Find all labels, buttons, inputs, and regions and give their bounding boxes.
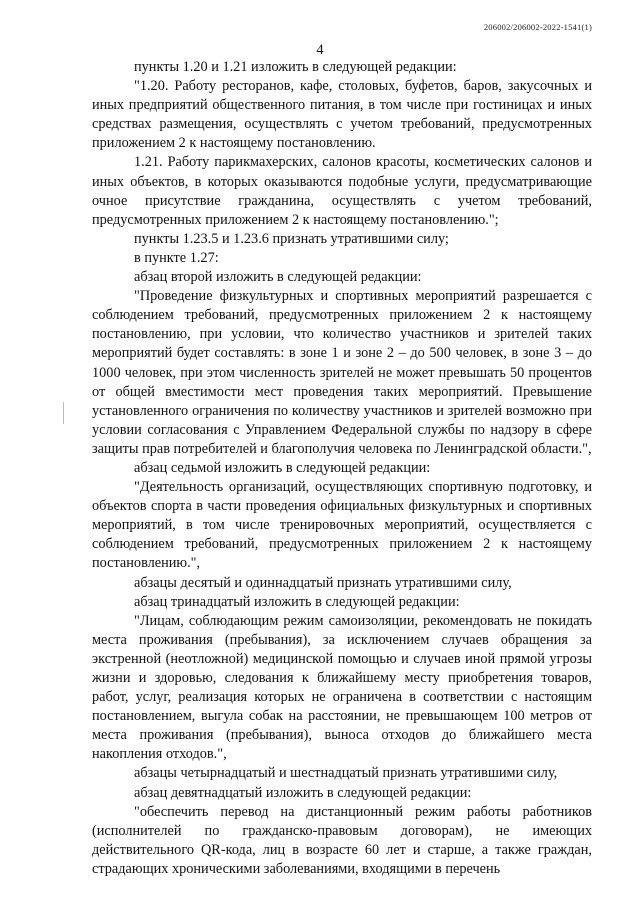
paragraph: абзац второй изложить в следующей редакции: bbox=[134, 269, 422, 286]
paragraph: абзац девятнадцатый изложить в следующей редакции: bbox=[134, 784, 472, 801]
paragraph: абзацы десятый и одиннадцатый признать утратившими силу, bbox=[134, 574, 512, 591]
document-body bbox=[92, 58, 592, 879]
page-number: 4 bbox=[316, 42, 324, 58]
margin-mark bbox=[63, 402, 64, 424]
paragraph: "обеспечить перевод на дистанционный режим работы работников (исполнителей по гражданско-правовым договорам), не имеющих действительного QR-кода, лиц в возрасте 60 лет и старше, а также граждан, страдающих хроническими заболеваниями, входящими в перечень bbox=[92, 803, 592, 877]
paragraph: "Лицам, соблюдающим режим самоизоляции, рекомендовать не покидать места проживания (пребывания), за исключением случаев обращения за экстренной (неотложной) медицинской помощью и случаев иной прямой угрозы жизни и здоровью, следования к ближайшему месту приобретения товаров, работ, услуг, реализация которых не ограничена в соответствии с настоящим постановлением, выгула собак на расстоянии, не превышающем 100 метров от места проживания (пребывания), выноса отходов до ближайшего места накопления отходов.", bbox=[92, 612, 592, 763]
paragraph: "1.20. Работу ресторанов, кафе, столовых, буфетов, баров, закусочных и иных предприятий общественного питания, в том числе при гостиницах и иных средствах размещения, осуществлять с учетом требований, предусмотренных приложением 2 к настоящему постановлению. bbox=[92, 78, 592, 152]
paragraph: пункты 1.20 и 1.21 изложить в следующей редакции: bbox=[134, 59, 457, 75]
paragraph: абзац седьмой изложить в следующей редакции: bbox=[134, 459, 431, 476]
paragraph: пункты 1.23.5 и 1.23.6 признать утратившими силу; bbox=[134, 230, 449, 247]
document-id: 206002/206002-2022-1541(1) bbox=[483, 22, 592, 32]
paragraph: абзацы четырнадцатый и шестнадцатый признать утратившими силу, bbox=[134, 765, 558, 782]
paragraph: абзац тринадцатый изложить в следующей редакции: bbox=[134, 593, 460, 610]
paragraph: "Деятельность организаций, осуществляющих спортивную подготовку, и объектов спорта в части проведения официальных физкультурных и спортивных мероприятий, в том числе тренировочных мероприятий, осуществляется с соблюдением требований, предусмотренных приложением 2 к настоящему постановлению.", bbox=[92, 479, 592, 572]
paragraph: в пункте 1.27: bbox=[134, 249, 219, 266]
paragraph: "Проведение физкультурных и спортивных мероприятий разрешается с соблюдением требований, предусмотренных приложением 2 к настоящему постановлению, при условии, что количество участников и зрителей таких мероприятий будет составлять: в зоне 1 и зоне 2 – до 500 человек, в зоне 3 – до 1000 человек, при этом численность зрителей не может превышать 50 процентов от общей вместимости мест проведения таких мероприятий. Превышение установленного ограничения по количеству участников и зрителей возможно при условии согласования с Управлением Федеральной службы по надзору в сфере защиты прав потребителей и благополучия человека по Ленинградской области.", bbox=[92, 288, 592, 457]
paragraph: 1.21. Работу парикмахерских, салонов красоты, косметических салонов и иных объектов, в которых оказываются подобные услуги, предусматривающие очное присутствие гражданина, осуществлять с учетом требований, предусмотренных приложением 2 к настоящему постановлению."; bbox=[92, 154, 592, 228]
